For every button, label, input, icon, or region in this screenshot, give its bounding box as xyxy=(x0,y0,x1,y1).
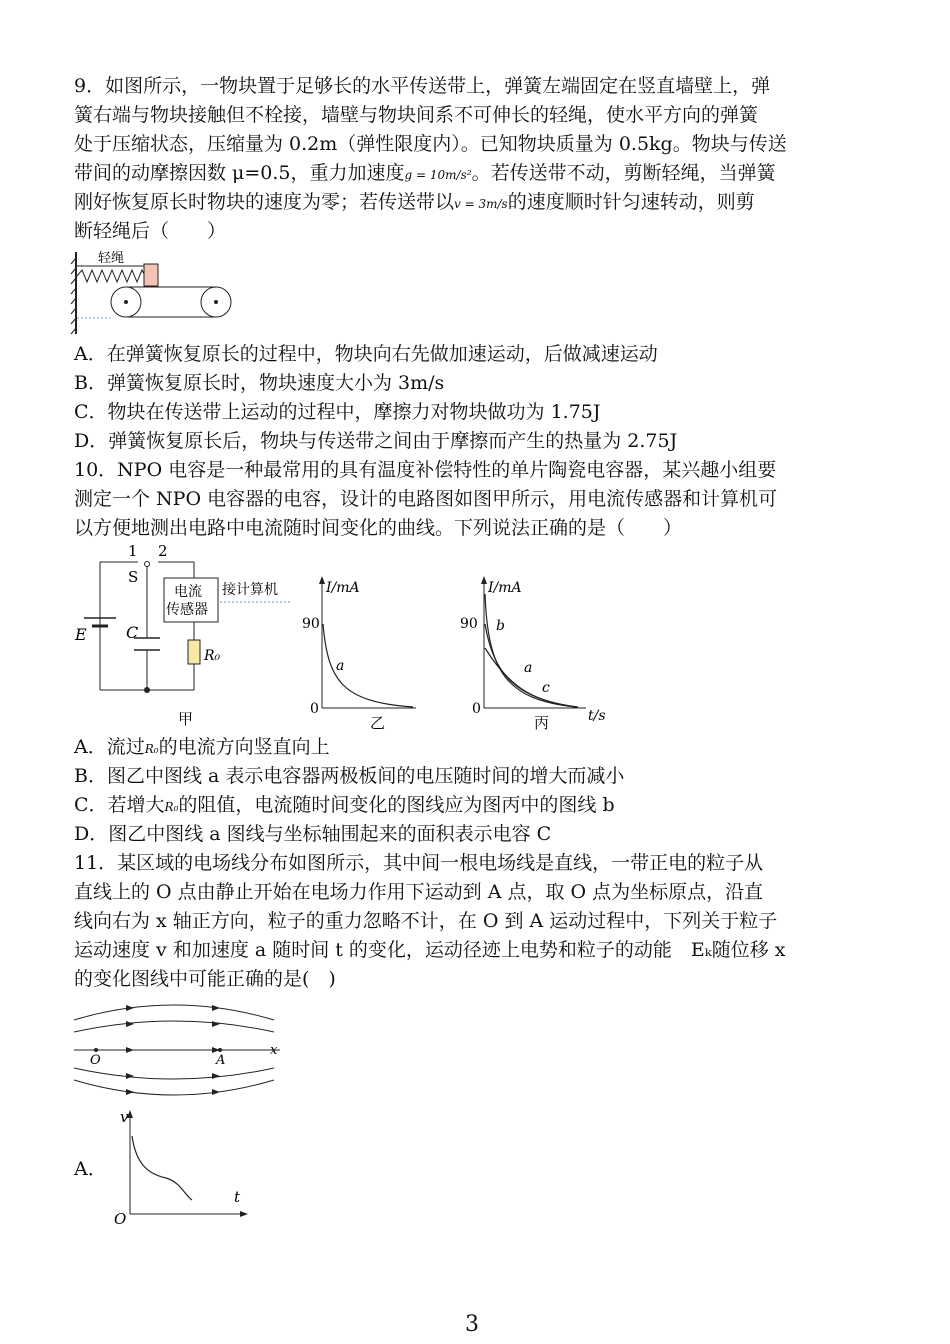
r0-label: R₀ xyxy=(204,648,221,664)
q11-line-4: 运动速度 v 和加速度 a 随时间 t 的变化，运动径迹上电势和粒子的动能 Eₖ随位移 x xyxy=(74,939,786,961)
rope-label: 轻绳 xyxy=(98,251,125,266)
yi-caption: 乙 xyxy=(370,714,386,730)
field-A: A xyxy=(216,1053,226,1068)
q10-line-3: 以方便地测出电路中电流随时间变化的曲线。下列说法正确的是（ ） xyxy=(74,517,683,539)
block xyxy=(144,264,158,286)
q9-option-a: A．在弹簧恢复原长的过程中，物块向右先做加速运动，后做减速运动 xyxy=(74,343,658,365)
q11-line-1: 11．某区域的电场线分布如图所示，其中间一根电场线是直线，一带正电的粒子从 xyxy=(74,852,764,874)
bing-label-c: c xyxy=(542,680,550,696)
yi-curve-label: a xyxy=(336,658,345,674)
computer-label: 接计算机 xyxy=(222,582,278,598)
q9-line-3: 处于压缩状态，压缩量为 0.2m（弹性限度内）。已知物块质量为 0.5kg。物块与传送 xyxy=(74,133,787,155)
circuit-figure xyxy=(70,540,300,730)
q11-line-3: 线向右为 x 轴正方向，粒子的重力忽略不计，在 O 到 A 运动过程中，下列关于粒子 xyxy=(74,910,778,932)
q9-line-2: 簧右端与物块接触但不栓接，墙壁与物块间系不可伸长的轻绳，使水平方向的弹簧 xyxy=(74,104,759,126)
sensor-label-1: 电流 xyxy=(174,584,202,600)
q10-option-a: A．流过R₀的电流方向竖直向上 xyxy=(74,736,330,758)
capacitor-label: C xyxy=(126,623,139,642)
switch-pos-2: 2 xyxy=(158,542,168,560)
bing-origin: 0 xyxy=(472,701,481,717)
field-O: O xyxy=(90,1053,101,1068)
q9-option-b: B．弹簧恢复原长时，物块速度大小为 3m/s xyxy=(74,372,445,394)
bing-curve-b xyxy=(485,594,576,707)
bing-y90: 90 xyxy=(460,616,478,632)
q10-line-1: 10．NPO 电容是一种最常用的具有温度补偿特性的单片陶瓷电容器，某兴趣小组要 xyxy=(74,459,777,481)
q9-option-c: C．物块在传送带上运动的过程中，摩擦力对物块做功为 1.75J xyxy=(74,401,601,423)
sensor-label-2: 传感器 xyxy=(166,602,208,618)
yi-origin: 0 xyxy=(310,701,319,717)
v-formula: v = 3m/s xyxy=(454,197,508,211)
switch-label: S xyxy=(128,568,139,586)
bing-label-b: b xyxy=(496,618,505,634)
switch-pos-1: 1 xyxy=(128,542,138,560)
q9-option-d: D．弹簧恢复原长后，物块与传送带之间由于摩擦而产生的热量为 2.75J xyxy=(74,430,678,452)
field-x: x xyxy=(270,1043,278,1058)
graph-yi xyxy=(298,572,418,730)
q10-option-d: D．图乙中图线 a 图线与坐标轴围起来的面积表示电容 C xyxy=(74,823,552,845)
option-a-v: v xyxy=(120,1108,129,1126)
field-lines-figure xyxy=(70,998,290,1098)
bing-ylabel: I/mA xyxy=(488,580,522,596)
q11-option-a-label: A． xyxy=(74,1158,107,1180)
bing-xlabel: t/s xyxy=(588,708,606,724)
circuit-caption: 甲 xyxy=(178,710,194,728)
q9-line-5: 刚好恢复原长时物块的速度为零；若传送带以v = 3m/s的速度顺时针匀速转动，则剪 xyxy=(74,191,755,213)
option-a-vt-graph xyxy=(108,1104,258,1228)
bing-caption: 丙 xyxy=(534,714,550,730)
q11-line-2: 直线上的 O 点由静止开始在电场力作用下运动到 A 点，取 O 点为坐标原点，沿直 xyxy=(74,881,764,903)
bing-label-a: a xyxy=(524,660,533,676)
emf-label: E xyxy=(75,625,87,644)
option-a-curve xyxy=(132,1136,192,1200)
q9-line-1: 9．如图所示，一物块置于足够长的水平传送带上，弹簧左端固定在竖直墙壁上，弹 xyxy=(74,75,771,97)
q10-option-c: C．若增大R₀的阻值，电流随时间变化的图线应为图丙中的图线 b xyxy=(74,794,615,816)
q11-line-5: 的变化图线中可能正确的是( ) xyxy=(74,968,336,990)
yi-y90: 90 xyxy=(302,616,320,632)
option-a-O: O xyxy=(114,1210,127,1228)
q10-option-b: B．图乙中图线 a 表示电容器两极板间的电压随时间的增大而减小 xyxy=(74,765,625,787)
conveyor-figure xyxy=(70,248,240,338)
q9-line-4: 带间的动摩擦因数 μ=0.5，重力加速度g = 10m/s²。若传送带不动，剪断轻绳，当弹簧 xyxy=(74,162,776,184)
option-a-t: t xyxy=(234,1188,241,1206)
graph-bing xyxy=(456,572,616,730)
q9-line-6: 断轻绳后（ ） xyxy=(74,220,227,242)
bing-curve-c xyxy=(485,648,578,707)
g-formula: g = 10m/s² xyxy=(404,168,472,182)
q10-line-2: 测定一个 NPO 电容器的电容，设计的电路图如图甲所示，用电流传感器和计算机可 xyxy=(74,488,778,510)
page-number: 3 xyxy=(465,1312,479,1337)
yi-ylabel: I/mA xyxy=(326,580,360,596)
